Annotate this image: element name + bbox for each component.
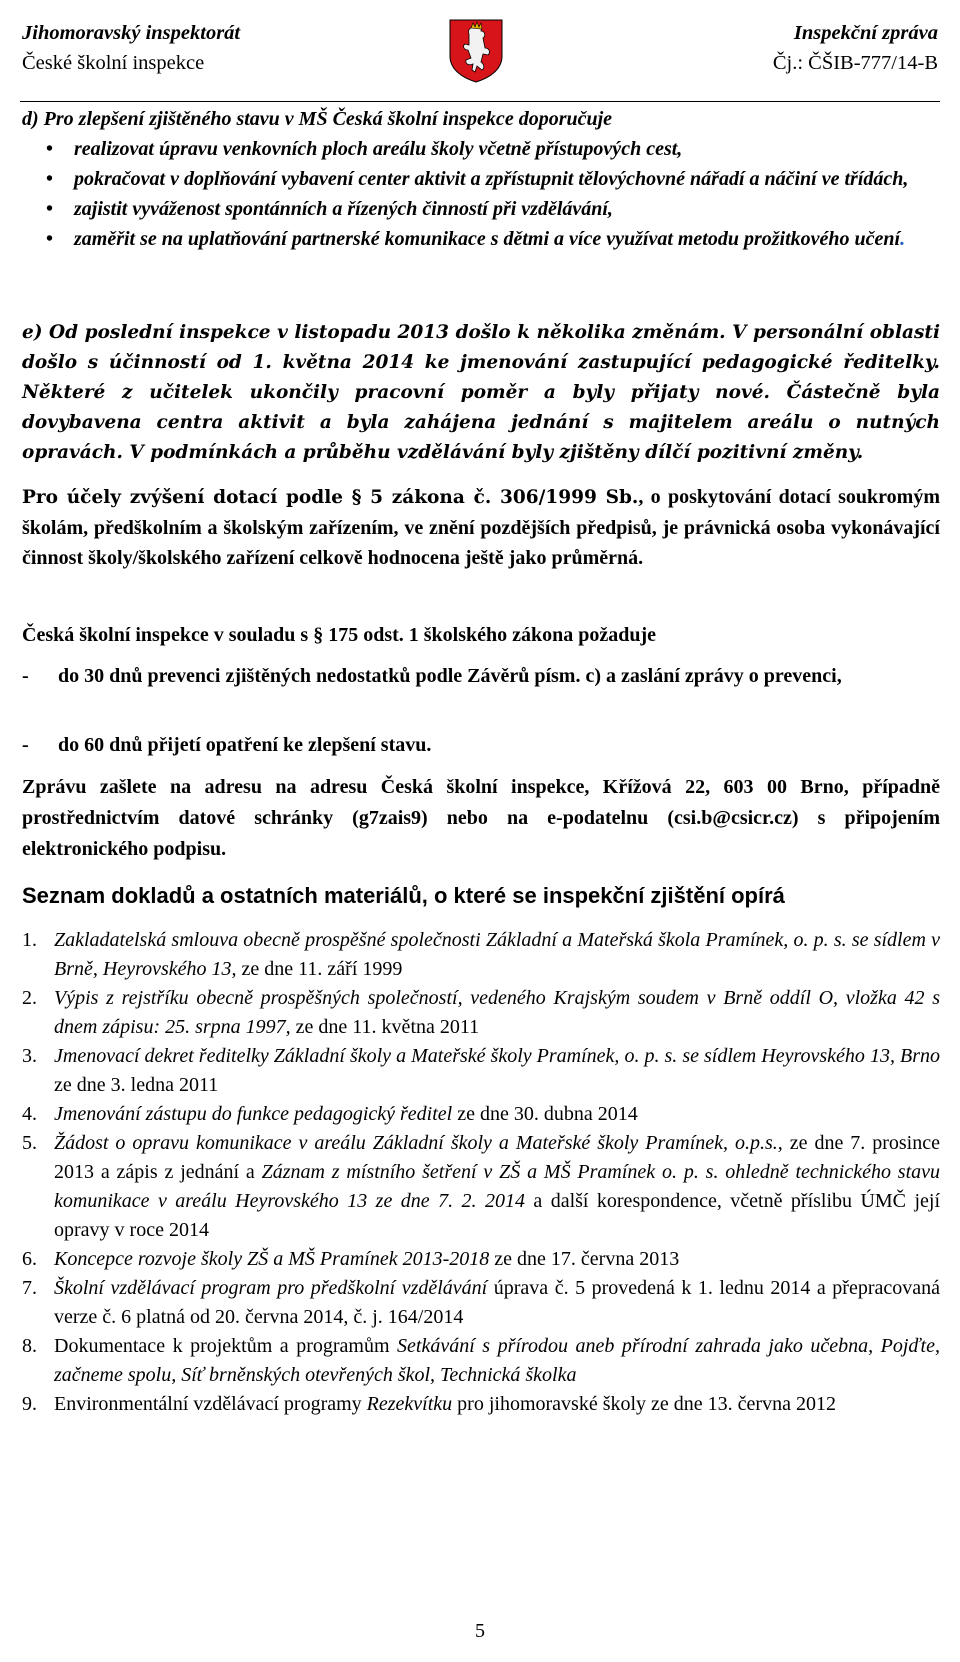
reference-number: Čj.: ČŠIB-777/14-B	[772, 52, 938, 74]
header-left	[22, 18, 240, 78]
header-right	[773, 18, 938, 78]
documents-heading: Seznam dokladů a ostatních materiálů, o které se inspekční zjištění opírá	[22, 883, 785, 908]
documents-list	[22, 926, 940, 1419]
list-item: 7. Školní vzdělávací program pro předškolní vzdělávání úprava č. 5 provedená k 1. lednu 2014 a přepracovaná verze č. 6 platná od 20. června 2014, č. j. 164/2014	[22, 1277, 940, 1328]
header-divider	[20, 101, 940, 102]
list-item: 6. Koncepce rozvoje školy ZŠ a MŠ Pramínek 2013-2018 ze dne 17. června 2013	[22, 1248, 680, 1270]
bullet-icon: •	[46, 228, 54, 250]
list-item: • zajistit vyváženost spontánních a řízených činností při vzdělávání,	[22, 194, 940, 224]
section-d-intro: d) Pro zlepšení zjištěného stavu v MŠ Česká školní inspekce doporučuje	[22, 108, 613, 130]
list-item: • pokračovat v doplňování vybavení center aktivit a zpřístupnit tělovýchovné nářadí a náčiní ve třídách,	[22, 164, 940, 194]
subsidy-paragraph	[22, 482, 940, 573]
section-d-recommendations	[22, 104, 940, 254]
requirements-intro: Česká školní inspekce v souladu s § 175 odst. 1 školského zákona požaduje	[22, 624, 657, 646]
bullet-icon: •	[46, 138, 54, 160]
list-item: 4. Jmenování zástupu do funkce pedagogický ředitel ze dne 30. dubna 2014	[22, 1103, 638, 1125]
page-header	[0, 18, 960, 84]
czech-coat-of-arms-icon	[447, 18, 505, 84]
list-item: 9. Environmentální vzdělávací programy Rezekvítku pro jihomoravské školy ze dne 13. června 2012	[22, 1393, 836, 1415]
list-item: 1. Zakladatelská smlouva obecně prospěšné společnosti Základní a Mateřská škola Pramínek, o. p. s. se sídlem v Brně, Heyrovského 13, ze dne 11. září 1999	[22, 929, 940, 980]
institution-name: České školní inspekce	[22, 52, 205, 74]
list-item: 3. Jmenovací dekret ředitelky Základní školy a Mateřské školy Pramínek, o. p. s. se sídlem Heyrovského 13, Brno ze dne 3. ledna 2011	[22, 1045, 940, 1096]
list-item: 8. Dokumentace k projektům a programům Setkávání s přírodou aneb přírodní zahrada jako učebna, Pojďte, začneme spolu, Síť brněnských otevřených škol, Technická školka	[22, 1335, 940, 1386]
list-item: • realizovat úpravu venkovních ploch areálu školy včetně přístupových cest,	[22, 134, 940, 164]
page-number: 5	[475, 1620, 485, 1642]
bullet-icon: •	[46, 168, 54, 190]
subsidy-text: , o poskytování dotací soukromým školám, předškolním a školským zařízením, ve znění pozdějších předpisů, je právnická osoba vykonávající činnost školy/školského zařízení celkově hodnocena ještě jako průměrná.	[22, 486, 940, 569]
requirement-item: - do 30 dnů prevenci zjištěných nedostatků podle Závěrů písm. c) a zaslání zprávy o prevenci,	[22, 665, 842, 687]
recommendation-list	[22, 134, 940, 254]
list-item: 5. Žádost o opravu komunikace v areálu Základní školy a Mateřské školy Pramínek, o.p.s., ze dne 7. prosince 2013 a zápis z jednání a Záznam z místního šetření v ZŠ a MŠ Pramínek o. p. s. ohledně technického stavu komunikace v areálu Heyrovského 13 ze dne 7. 2. 2014 a další korespondence, včetně příslibu ÚMČ její opravy v roce 2014	[22, 1132, 940, 1241]
bullet-icon: •	[46, 198, 54, 220]
list-item: 2. Výpis z rejstříku obecně prospěšných společností, vedeného Krajským soudem v Brně oddíl O, vložka 42 s dnem zápisu: 25. srpna 1997, ze dne 11. května 2011	[22, 987, 940, 1038]
subsidy-lead: Pro účely zvýšení dotací podle § 5 zákona č. 306/1999 Sb.	[22, 487, 639, 508]
requirement-item: - do 60 dnů přijetí opatření ke zlepšení stavu.	[22, 734, 432, 756]
inspectorate-name: Jihomoravský inspektorát	[22, 22, 241, 44]
list-item: • zaměřit se na uplatňování partnerské komunikace s dětmi a více využívat metodu prožitkového učení.	[22, 224, 940, 254]
report-type: Inspekční zpráva	[793, 22, 938, 44]
section-e-changes: e) Od poslední inspekce v listopadu 2013 došlo k několika změnám. V personální oblasti došlo s účinností od 1. května 2014 ke jmenování zastupující pedagogické ředitelky. Některé z učitelek ukončily pracovní poměr a byly přijaty nové. Částečně byla dovybavena centra aktivit a byla zahájena jednání s majitelem areálu o nutných opravách. V podmínkách a průběhu vzdělávání byly zjištěny dílčí pozitivní změny.	[22, 322, 940, 463]
address-paragraph: Zprávu zašlete na adresu na adresu Česká školní inspekce, Křížová 22, 603 00 Brno, případně prostřednictvím datové schránky (g7zais9) nebo na e-podatelnu (csi.b@csicr.cz) s připojením elektronického podpisu.	[22, 776, 940, 860]
